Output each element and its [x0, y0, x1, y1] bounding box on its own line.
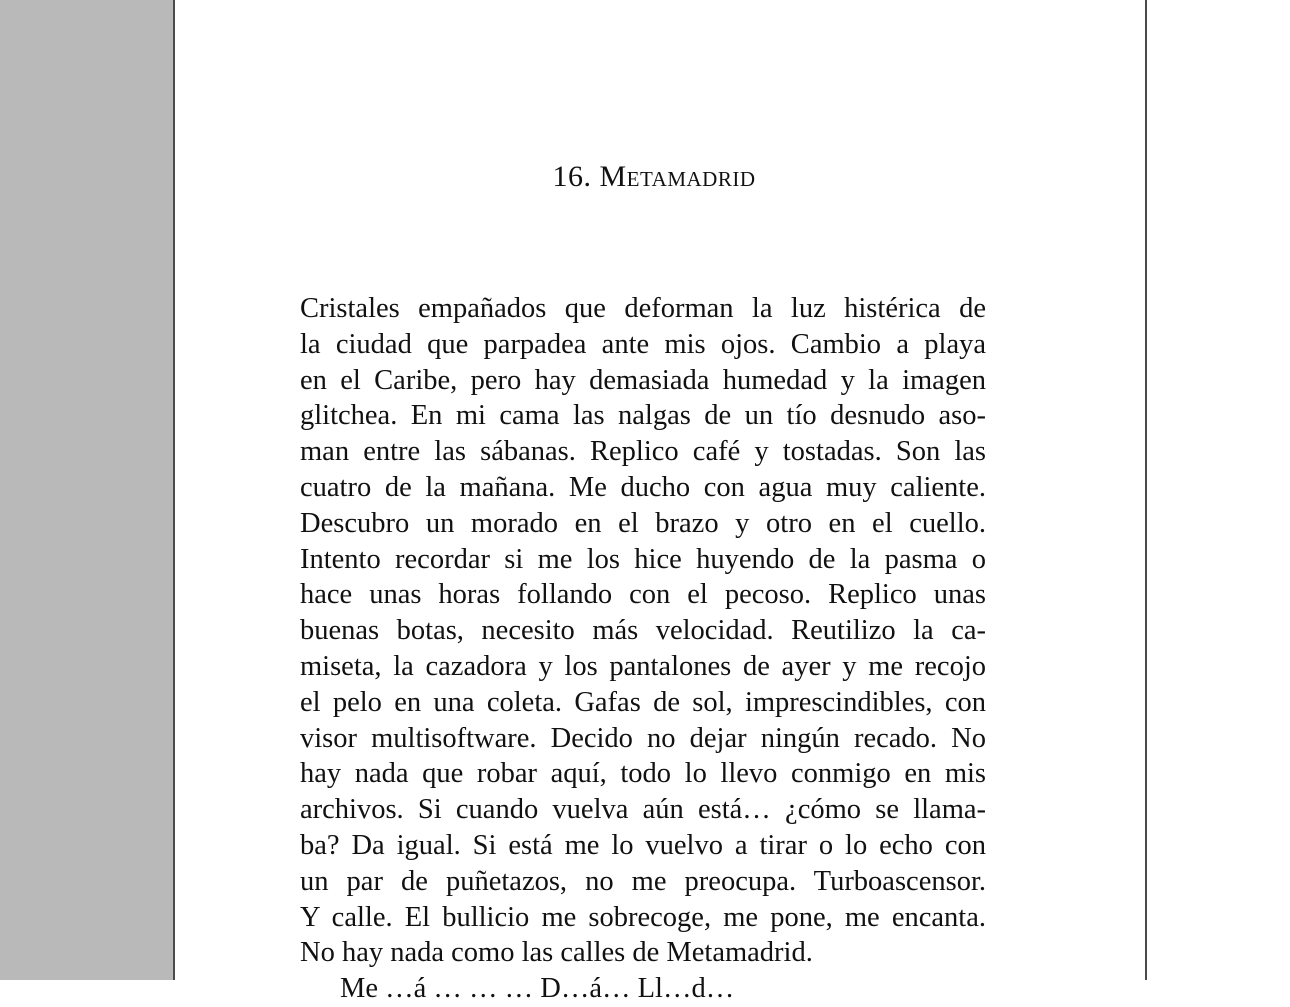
text-line: un par de puñetazos, no me preocupa. Turboascensor. — [300, 865, 986, 897]
chapter-title: 16. Metamadrid — [552, 160, 756, 193]
text-line: No hay nada como las calles de Metamadrid. — [300, 937, 813, 969]
text-line: Cristales empañados que deforman la luz histérica de — [300, 293, 986, 324]
text-line: visor multisoftware. Decido no dejar ningún recado. No — [300, 722, 986, 754]
viewer-background — [0, 0, 173, 980]
text-line: miseta, la cazadora y los pantalones de ayer y me recojo — [300, 650, 986, 682]
text-line: Descubro un morado en el brazo y otro en el cuello. — [300, 507, 986, 539]
text-line: man entre las sábanas. Replico café y tostadas. Son las — [300, 436, 986, 468]
text-line: archivos. Si cuando vuelva aún está… ¿cómo se llama- — [300, 794, 986, 826]
text-line: ba? Da igual. Si está me lo vuelvo a tirar o lo echo con — [300, 829, 986, 861]
text-line: hace unas horas follando con el pecoso. Replico unas — [300, 579, 986, 611]
text-line: hay nada que robar aquí, todo lo llevo conmigo en mis — [300, 758, 986, 790]
text-line: buenas botas, necesito más velocidad. Reutilizo la ca- — [300, 615, 986, 647]
text-line: glitchea. En mi cama las nalgas de un tío desnudo aso- — [300, 400, 986, 432]
text-line: la ciudad que parpadea ante mis ojos. Cambio a playa — [300, 328, 986, 360]
text-line: en el Caribe, pero hay demasiada humedad y la imagen — [300, 364, 986, 396]
page — [173, 0, 1147, 1005]
text-line: el pelo en una coleta. Gafas de sol, imprescindibles, con — [300, 686, 986, 718]
body-paragraph — [300, 291, 986, 1007]
text-line: Y calle. El bullicio me sobrecoge, me pone, me encanta. — [300, 901, 986, 933]
text-line-partial: Me …á … … … D…á… Ll…d… — [340, 973, 735, 1005]
text-line: cuatro de la mañana. Me ducho con agua muy caliente. — [300, 471, 986, 503]
text-line: Intento recordar si me los hice huyendo de la pasma o — [300, 543, 986, 575]
